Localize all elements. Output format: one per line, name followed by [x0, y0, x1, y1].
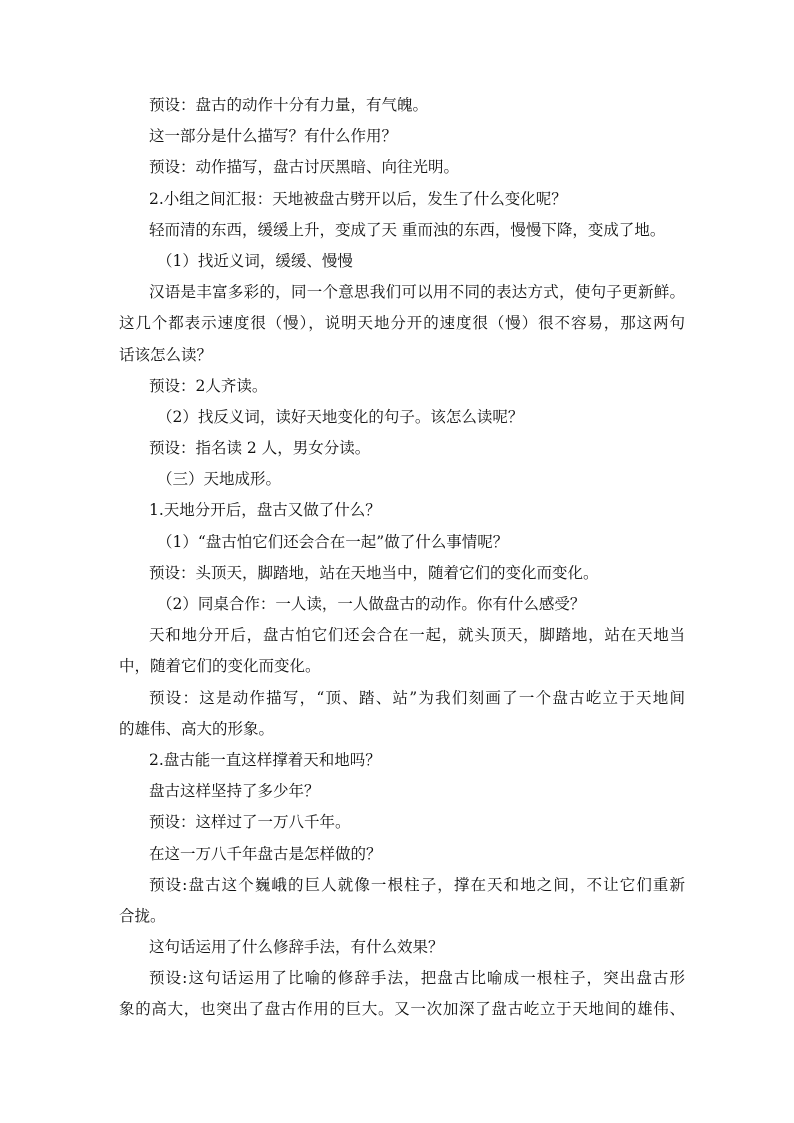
paragraph-line-15: （1）“盘古怕它们还会合在一起”做了什么事情呢？ [157, 532, 509, 551]
paragraph-line-7: 汉语是丰富多彩的，同一个意思我们可以用不同的表达方式，使句子更新鲜。 [149, 283, 685, 302]
paragraph-line-26: 预设:盘古这个巍峨的巨人就像一根柱子，撑在天和地之间，不让它们重新 [149, 875, 685, 894]
document-body [119, 90, 685, 1026]
paragraph-line-6: （1）找近义词，缓缓、慢慢 [157, 251, 353, 270]
paragraph-line-10: 预设：2人齐读。 [149, 376, 268, 395]
paragraph-line-30: 象的高大，也突出了盘古作用的巨大。又一次加深了盘古屹立于天地间的雄伟、 [119, 1000, 685, 1019]
paragraph-line-29: 预设:这句话运用了比喻的修辞手法，把盘古比喻成一根柱子，突出盘古形 [149, 969, 685, 988]
paragraph-line-27: 合拢。 [119, 906, 166, 925]
paragraph-line-11: （2）找反义词，读好天地变化的句子。该怎么读呢？ [157, 407, 524, 426]
paragraph-line-20: 预设：这是动作描写，“顶、踏、站”为我们刻画了一个盘古屹立于天地间 [149, 688, 685, 707]
paragraph-line-25: 在这一万八千年盘古是怎样做的？ [149, 844, 382, 863]
paragraph-line-5: 轻而清的东西，缓缓上升，变成了天 重而浊的东西，慢慢下降，变成了地。 [149, 220, 666, 239]
paragraph-line-18: 天和地分开后，盘古怕它们还会合在一起，就头顶天，脚踏地，站在天地当 [149, 626, 685, 645]
paragraph-line-24: 预设：这样过了一万八千年。 [149, 813, 351, 832]
paragraph-line-19: 中，随着它们的变化而变化。 [119, 657, 321, 676]
paragraph-line-9: 话该怎么读？ [119, 345, 213, 364]
section-heading: （三）天地成形。 [157, 470, 282, 489]
paragraph-line-17: （2）同桌合作：一人读，一人做盘古的动作。你有什么感受？ [157, 595, 586, 613]
paragraph-line-3: 预设：动作描写，盘古讨厌黑暗、向往光明。 [149, 158, 460, 177]
paragraph-line-8: 这几个都表示速度很（慢），说明天地分开的速度很（慢）很不容易，那这两句 [119, 314, 685, 333]
paragraph-line-12: 预设：指名读 2 人，男女分读。 [149, 439, 371, 458]
paragraph-line-23: 盘古这样坚持了多少年？ [149, 782, 320, 801]
paragraph-line-2: 这一部分是什么描写？有什么作用？ [149, 127, 398, 146]
paragraph-line-14: 1.天地分开后，盘古又做了什么？ [149, 501, 381, 520]
paragraph-line-1: 预设：盘古的动作十分有力量，有气魄。 [149, 96, 429, 114]
paragraph-line-21: 的雄伟、高大的形象。 [119, 719, 275, 738]
paragraph-line-16: 预设：头顶天，脚踏地，站在天地当中，随着它们的变化而变化。 [149, 563, 599, 582]
paragraph-line-28: 这句话运用了什么修辞手法，有什么效果？ [149, 938, 444, 957]
paragraph-line-4: 2.小组之间汇报：天地被盘古劈开以后，发生了什么变化呢？ [149, 189, 567, 208]
paragraph-line-22: 2.盘古能一直这样撑着天和地吗？ [149, 750, 381, 769]
